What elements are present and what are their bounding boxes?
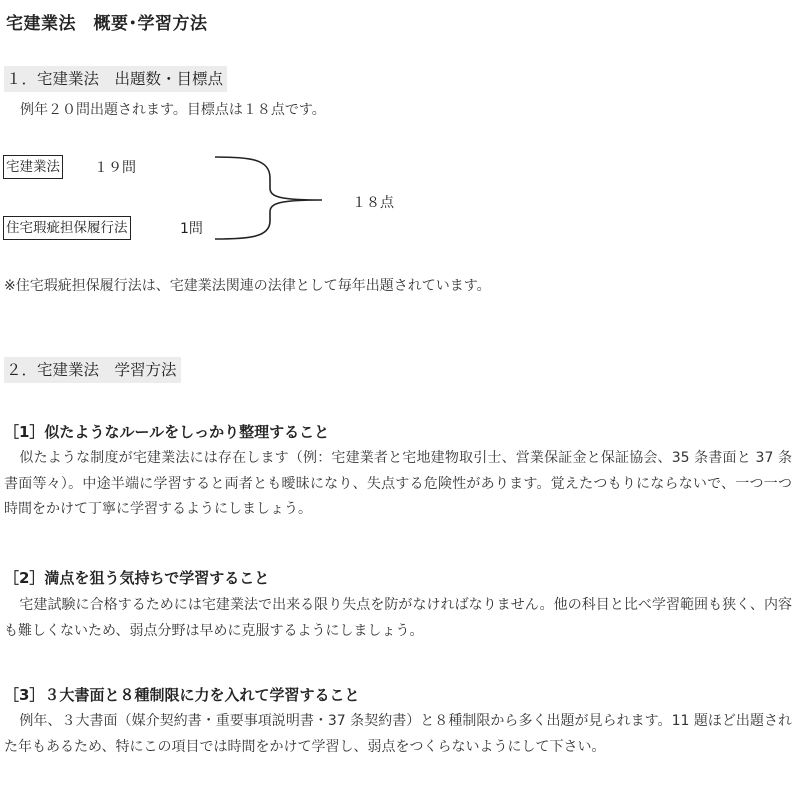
section1-note: ※住宅瑕疵担保履行法は、宅建業法関連の法律として毎年出題されています。 (4, 278, 491, 294)
section2-heading: ２．宅建業法 学習方法 (4, 357, 181, 383)
sub1-heading: ［1］似たようなルールをしっかり整理すること (4, 423, 330, 441)
section1-heading: １．宅建業法 出題数・目標点 (4, 66, 227, 92)
boxed-label-kashi: 住宅瑕疵担保履行法 (3, 216, 131, 240)
boxed-label-takken: 宅建業法 (3, 155, 63, 179)
sub2-body: 宅建試験に合格するためには宅建業法で出来る限り失点を防がなければなりません。他の科目と比べ学習範囲も狭く、内容も難しくないため、弱点分野は早めに克服するようにしましょう。 (4, 597, 792, 639)
target-score: １８点 (352, 195, 394, 211)
section1-intro: 例年２０問出題されます。目標点は１８点です。 (20, 102, 326, 118)
sub3-heading: ［3］３大書面と８種制限に力を入れて学習すること (4, 686, 360, 704)
page-title: 宅建業法 概要･学習方法 (6, 14, 208, 34)
grouping-brace (210, 153, 335, 243)
sub1-body: 似たような制度が宅建業法には存在します（例：宅建業者と宅地建物取引士、営業保証金と保証協会、35 条書面と 37 条書面等々）。中途半端に学習すると両者とも曖昧になり、失点する危険性があります。覚えたつもりにならないで、一つ一つ時間をかけて丁寧に学習するようにしましょう。 (4, 450, 792, 517)
sub2-heading: ［2］満点を狙う気持ちで学習すること (4, 569, 270, 587)
question-count-takken: １９問 (94, 160, 136, 176)
question-count-kashi: 1問 (180, 221, 203, 237)
sub3-body: 例年、３大書面（媒介契約書・重要事項説明書・37 条契約書）と８種制限から多く出題が見られます。11 題ほど出題された年もあるため、特にこの項目では時間をかけて学習し、弱点をつくらないようにして下さい。 (4, 713, 792, 755)
